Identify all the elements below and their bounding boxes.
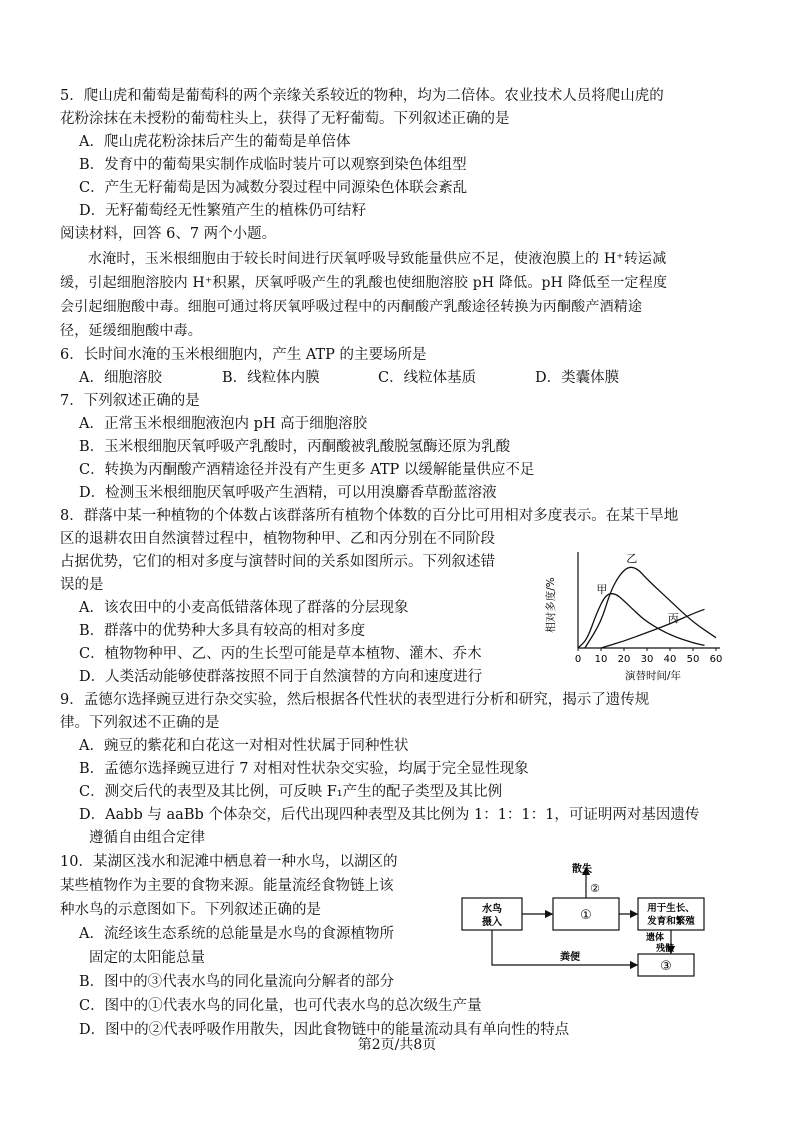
energy-flow-diagram xyxy=(450,860,720,980)
loss-label: 散失 xyxy=(572,864,592,875)
q9-stem-line2: 律。下列叙述不正确的是 xyxy=(60,715,220,731)
y-axis-label: 相对多度/% xyxy=(545,577,557,633)
q7-option-a: A．正常玉米根细胞液泡内 pH 高于细胞溶胶 xyxy=(79,416,368,432)
q7-stem: 7．下列叙述正确的是 xyxy=(60,393,200,409)
growth-label-2: 发育和繁殖 xyxy=(647,916,695,927)
q9-option-d-line1: D．Aabb 与 aaBb 个体杂交，后代出现四种表型及其比例为 1：1：1：1，可证明两对基因遗传 xyxy=(79,807,700,823)
q8-stem-line1: 8．群落中某一种植物的个体数占该群落所有植物个体数的百分比可用相对多度表示。在某干旱地 xyxy=(60,508,679,524)
remains-label-1: 遗体 xyxy=(646,933,665,943)
q10-stem-line3: 种水鸟的示意图如下。下列叙述正确的是 xyxy=(60,902,321,918)
feces-label: 粪便 xyxy=(560,952,580,963)
q7-option-c: C．转换为丙酮酸产酒精途径并没有产生更多 ATP 以缓解能量供应不足 xyxy=(79,462,535,478)
q7-option-d: D．检测玉米根细胞厌氧呼吸产生酒精，可以用溴麝香草酚蓝溶液 xyxy=(79,485,497,501)
q5-option-c: C．产生无籽葡萄是因为减数分裂过程中同源染色体联会紊乱 xyxy=(79,180,468,196)
loss-number: ② xyxy=(590,882,600,895)
q9-option-d-line2: 遵循自由组合定律 xyxy=(89,830,205,846)
intake-label-2: 摄入 xyxy=(482,917,502,928)
q5-stem-line1: 5．爬山虎和葡萄是葡萄科的两个亲缘关系较近的物种，均为二倍体。农业技术人员将爬山虎的 xyxy=(60,88,664,104)
q6-stem: 6．长时间水淹的玉米根细胞内，产生 ATP 的主要场所是 xyxy=(60,347,427,363)
q8-option-b: B．群落中的优势种大多具有较高的相对多度 xyxy=(79,623,366,639)
q7-option-b: B．玉米根细胞厌氧呼吸产乳酸时，丙酮酸被乳酸脱氢酶还原为乳酸 xyxy=(79,439,511,455)
q8-option-d: D．人类活动能够使群落按照不同于自然演替的方向和速度进行 xyxy=(79,669,483,685)
q8-option-a: A．该农田中的小麦高低错落体现了群落的分层现象 xyxy=(79,600,409,616)
x-tick-label: 50 xyxy=(686,654,700,665)
q10-stem-line2: 某些植物作为主要的食物来源。能量流经食物链上该 xyxy=(60,878,394,894)
reading-intro: 阅读材料，回答 6、7 两个小题。 xyxy=(60,226,277,242)
q5-option-b: B．发育中的葡萄果实制作成临时装片可以观察到染色体组型 xyxy=(79,157,467,173)
q5-option-a: A．爬山虎花粉涂抹后产生的葡萄是单倍体 xyxy=(79,134,351,150)
x-tick-label: 30 xyxy=(640,654,654,665)
reading-line2: 缓，引起细胞溶胶内 H⁺积累，厌氧呼吸产生的乳酸也使细胞溶胶 pH 降低。pH 降低至一定程度 xyxy=(60,275,668,291)
assimilation-label: ① xyxy=(580,908,592,923)
page-number: 第2页/共8页 xyxy=(357,1037,437,1053)
remains-label-2: 残骸 xyxy=(656,944,675,954)
q8-stem-line2: 区的退耕农田自然演替过程中，植物物种甲、乙和丙分别在不同阶段 xyxy=(60,531,495,547)
q6-option-b: B．线粒体内膜 xyxy=(222,370,320,386)
q10-option-a-line2: 固定的太阳能总量 xyxy=(89,950,205,966)
reading-line4: 径，延缓细胞酸中毒。 xyxy=(60,323,202,339)
intake-label-1: 水鸟 xyxy=(482,904,502,915)
q10-option-c: C．图中的①代表水鸟的同化量，也可代表水鸟的总次级生产量 xyxy=(79,998,482,1014)
q8-stem-line3: 占据优势，它们的相对多度与演替时间的关系如图所示。下列叙述错 xyxy=(60,554,495,570)
x-axis-label: 演替时间/年 xyxy=(624,670,682,682)
x-tick-label: 10 xyxy=(594,654,608,665)
x-tick-label: 60 xyxy=(709,654,723,665)
q10-stem-line1: 10．某湖区浅水和泥滩中栖息着一种水鸟，以湖区的 xyxy=(60,854,398,870)
q8-option-c: C．植物物种甲、乙、丙的生长型可能是草本植物、灌木、乔木 xyxy=(79,646,482,662)
q10-option-a-line1: A．流经该生态系统的总能量是水鸟的食源植物所 xyxy=(79,926,394,942)
reading-line1: 水淹时，玉米根细胞由于较长时间进行厌氧呼吸导致能量供应不足，使液泡膜上的 H⁺转运减 xyxy=(88,251,667,267)
q5-stem-line2: 花粉涂抹在未授粉的葡萄柱头上，获得了无籽葡萄。下列叙述正确的是 xyxy=(60,111,510,127)
q8-stem-line4: 误的是 xyxy=(60,577,104,593)
q10-option-b: B．图中的③代表水鸟的同化量流向分解者的部分 xyxy=(79,974,395,990)
series-line-丙 xyxy=(601,609,705,648)
q9-option-b: B．孟德尔选择豌豆进行 7 对相对性状杂交实验，均属于完全显性现象 xyxy=(79,761,529,777)
q6-option-c: C．线粒体基质 xyxy=(378,370,477,386)
x-tick-label: 20 xyxy=(617,654,631,665)
q10-option-d: D．图中的②代表呼吸作用散失，因此食物链中的能量流动具有单向性的特点 xyxy=(79,1022,570,1038)
q5-option-d: D．无籽葡萄经无性繁殖产生的植株仍可结籽 xyxy=(79,203,367,219)
q9-option-a: A．豌豆的紫花和白花这一对相对性状属于同种性状 xyxy=(79,738,409,754)
series-label-乙: 乙 xyxy=(626,552,638,565)
q9-stem-line1: 9．孟德尔选择豌豆进行杂交实验，然后根据各代性状的表型进行分析和研究，揭示了遗传规 xyxy=(60,692,650,708)
reading-line3: 会引起细胞酸中毒。细胞可通过将厌氧呼吸过程中的丙酮酸产乳酸途径转换为丙酮酸产酒精途 xyxy=(60,299,643,315)
series-label-甲: 甲 xyxy=(596,582,608,596)
series-line-甲 xyxy=(578,594,705,648)
succession-chart xyxy=(530,540,730,686)
growth-label-1: 用于生长、 xyxy=(647,903,695,914)
q6-option-a: A．细胞溶胶 xyxy=(79,370,162,386)
x-tick-label: 0 xyxy=(574,654,582,665)
q6-option-d: D．类囊体膜 xyxy=(535,370,620,386)
series-label-丙: 丙 xyxy=(667,612,679,626)
q9-option-c: C．测交后代的表型及其比例，可反映 F₁产生的配子类型及其比例 xyxy=(79,784,503,800)
series-line-乙 xyxy=(585,567,716,648)
x-tick-label: 40 xyxy=(663,654,677,665)
decomposer-label: ③ xyxy=(660,959,672,974)
